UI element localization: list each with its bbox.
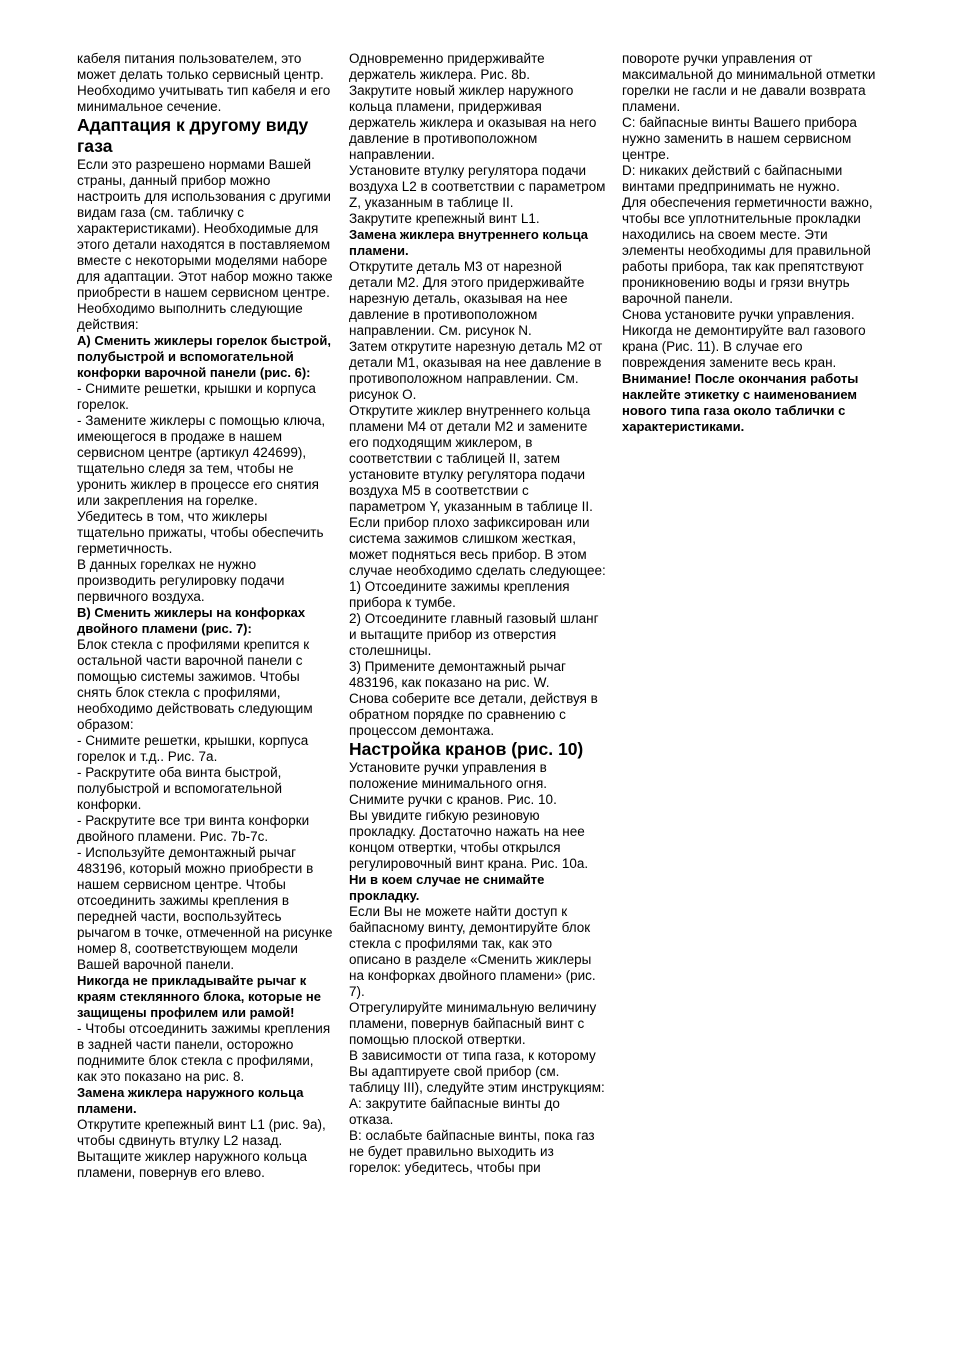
paragraph: 2) Отсоедините главный газовый шланг и вытащите прибор из отверстия столешницы. [349,611,599,658]
paragraph: B: ослабьте байпасные винты, пока газ не будет правильно выходить из горелок: убедитесь, чтобы при [349,1128,595,1175]
paragraph: Блок стекла с профилями крепится к остальной части варочной панели с помощью системы зажимов. Чтобы снять блок стекла с профилями, необходимо действовать следующим образом: [77,637,313,732]
paragraph: A: закрутите байпасные винты до отказа. [349,1096,560,1127]
paragraph: D: никаких действий с байпасными винтами предпринимать не нужно. [622,163,843,194]
paragraph: Если Вы не можете найти доступ к байпасному винту, демонтируйте блок стекла с профилями так, как это описано в разделе «Сменить жиклеры на конфорках двойного пламени» (рис. 7). [349,904,596,999]
paragraph: 3) Примените демонтажный рычаг 483196, как показано на рис. W. [349,659,566,690]
paragraph: кабеля питания пользователем, это может делать только сервисный центр. Необходимо учитывать тип кабеля и его минимальное сечение. [77,51,331,114]
paragraph: Открутите крепежный винт L1 (рис. 9a), чтобы сдвинуть втулку L2 назад. Вытащите жиклер наружного кольца пламени, повернув его влево. [77,1117,326,1180]
section-heading: Настройка кранов (рис. 10) [349,739,584,759]
paragraph: Снова установите ручки управления. [622,307,855,322]
paragraph: - Снимите решетки, крышки, корпуса горелок и т.д.. Рис. 7a. [77,733,309,764]
paragraph: Закрутите новый жиклер наружного кольца пламени, придерживая держатель жиклера и оказывая на него давление в противоположном направлении. [349,83,597,162]
paragraph: повороте ручки управления от максимальной до минимальной отметки горелки не гасли и не давали возврата пламени. [622,51,876,114]
bold-paragraph: Внимание! После окончания работы наклейте этикетку с наименованием нового типа газа около таблички с характеристиками. [622,371,859,434]
paragraph: C: байпасные винты Вашего прибора нужно заменить в нашем сервисном центре. [622,115,857,162]
paragraph: Никогда не демонтируйте вал газового крана (Рис. 11). В случае его повреждения замените весь кран. [622,323,866,370]
paragraph: Снова соберите все детали, действуя в обратном порядке по сравнению с процессом демонтажа. [349,691,598,738]
paragraph: - Чтобы отсоединить зажимы крепления в задней части панели, осторожно поднимите блок стекла с профилями, как это показано на рис. 8. [77,1021,331,1084]
bold-paragraph: А) Сменить жиклеры горелок быстрой, полубыстрой и вспомогательной конфорки варочной панели (рис. 6): [77,333,331,380]
paragraph: Закрутите крепежный винт L1. [349,211,540,226]
paragraph: - Раскрутите все три винта конфорки двойного пламени. Рис. 7b-7c. [77,813,310,844]
column-3 [622,51,880,435]
paragraph: Убедитесь в том, что жиклеры тщательно прижаты, чтобы обеспечить герметичность. [77,509,324,556]
column-1 [77,51,335,1181]
paragraph: Вы увидите гибкую резиновую прокладку. Достаточно нажать на нее концом отвертки, чтобы открылся регулировочный винт крана. Рис. 10a. [349,808,589,871]
paragraph: Для обеспечения герметичности важно, чтобы все уплотнительные прокладки находились на своем месте. Эти элементы необходимы для правильной работы прибора, так как препятствуют проникновению воды и грязи внутрь варочной панели. [622,195,873,306]
paragraph: Затем открутите нарезную деталь M2 от детали M1, оказывая на нее давление в противоположном направлении. См. рисунок O. [349,339,603,402]
paragraph: Открутите деталь M3 от нарезной детали M2. Для этого придерживайте нарезную деталь, оказывая на нее давление в противоположном направлении. См. рисунок N. [349,259,585,338]
paragraph: Отрегулируйте минимальную величину пламени, повернув байпасный винт с помощью плоской отвертки. [349,1000,597,1047]
paragraph: Установите втулку регулятора подачи воздуха L2 в соответствии с параметром Z, указанным в таблице II. [349,163,606,210]
bold-paragraph: Ни в коем случае не снимайте прокладку. [349,872,545,903]
paragraph: В зависимости от типа газа, к которому Вы адаптируете свой прибор (см. таблицу III), следуйте этим инструкциям: [349,1048,605,1095]
paragraph: Открутите жиклер внутреннего кольца пламени M4 от детали M2 и замените его подходящим жиклером, в соответствии с таблицей II, затем установите втулку регулятора подачи воздуха M5 в соответствии с параметром Y, указанным в таблице II. [349,403,593,514]
paragraph: Если прибор плохо зафиксирован или система зажимов слишком жесткая, может подняться весь прибор. В этом случае необходимо сделать следующее: [349,515,606,578]
bold-paragraph: Никогда не прикладывайте рычаг к краям стеклянного блока, которые не защищены профилем или рамой! [77,973,322,1020]
bold-paragraph: Замена жиклера наружного кольца пламени. [77,1085,304,1116]
paragraph: - Используйте демонтажный рычаг 483196, который можно приобрести в нашем сервисном центре. Чтобы отсоединить зажимы крепления в передней части, воспользуйтесь рычагом в точке, отмеченной на рисунке номер 8, соответствующем модели Вашей варочной панели. [77,845,333,972]
bold-paragraph: Замена жиклера внутреннего кольца пламени. [349,227,588,258]
paragraph: - Снимите решетки, крышки и корпуса горелок. [77,381,316,412]
paragraph: - Раскрутите оба винта быстрой, полубыстрой и вспомогательной конфорки. [77,765,282,812]
paragraph: Снимите ручки с кранов. Рис. 10. [349,792,557,807]
section-heading: Адаптация к другому виду газа [77,115,309,156]
paragraph: Установите ручки управления в положение минимального огня. [349,760,548,791]
bold-paragraph: В) Сменить жиклеры на конфорках двойного пламени (рис. 7): [77,605,306,636]
paragraph: Если это разрешено нормами Вашей страны, данный прибор можно настроить для использования с другими видам газа (см. табличку с характеристиками). Необходимые для этого детали находятся в поставляемом вместе с некоторыми моделями наборе для адаптации. Этот набор можно также приобрести в нашем сервисном центре. [77,157,333,300]
column-2 [349,51,607,1176]
paragraph: Одновременно придерживайте держатель жиклера. Рис. 8b. [349,51,545,82]
paragraph: - Замените жиклеры с помощью ключа, имеющегося в продаже в нашем сервисном центре (артикул 424699), тщательно следя за тем, чтобы не уронить жиклер в процессе его снятия или закрепления на горелке. [77,413,326,508]
paragraph: В данных горелках не нужно производить регулировку подачи первичного воздуха. [77,557,285,604]
paragraph: Необходимо выполнить следующие действия: [77,301,303,332]
paragraph: 1) Отсоедините зажимы крепления прибора к тумбе. [349,579,570,610]
